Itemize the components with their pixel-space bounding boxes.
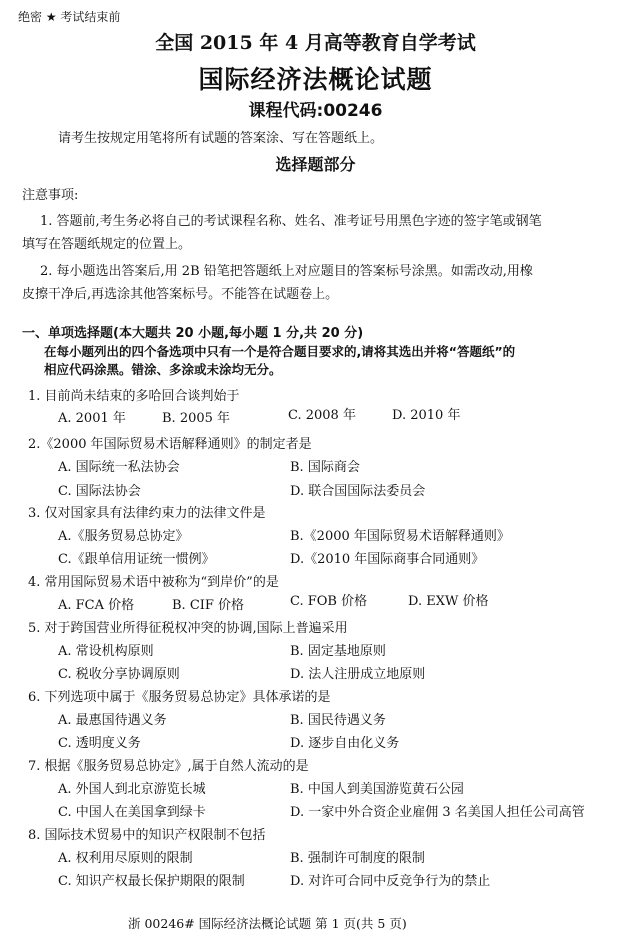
question-1-option-c: C. 2008 年 (288, 408, 356, 423)
question-8-option-b: B. 强制许可制度的限制 (290, 851, 425, 866)
note-2-line-1: 2. 每小题选出答案后,用 2B 铅笔把答题纸上对应题目的答案标号涂黑。如需改动,用橡 (40, 264, 533, 279)
note-1-line-2: 填写在答题纸规定的位置上。 (22, 237, 192, 252)
question-4-stem: 4. 常用国际贸易术语中被称为“到岸价”的是 (28, 575, 279, 590)
exam-title: 全国 2015 年 4 月高等教育自学考试 (155, 32, 476, 54)
question-7-option-a: A. 外国人到北京游览长城 (58, 782, 206, 797)
question-4-option-d: D. EXW 价格 (408, 594, 489, 609)
question-6-option-a: A. 最惠国待遇义务 (58, 713, 167, 728)
section-title: 选择题部分 (275, 155, 356, 174)
question-4-option-b: B. CIF 价格 (172, 598, 245, 613)
part1-desc-line-2: 相应代码涂黑。错涂、多涂或未涂均无分。 (44, 362, 282, 377)
course-code: 课程代码:00246 (248, 101, 383, 121)
question-1-option-a: A. 2001 年 (58, 411, 126, 426)
question-5-stem: 5. 对于跨国营业所得征税权冲突的协调,国际上普遍采用 (28, 621, 348, 636)
question-2-stem: 2.《2000 年国际贸易术语解释通则》的制定者是 (28, 437, 312, 452)
page-footer: 浙 00246# 国际经济法概论试题 第 1 页(共 5 页) (128, 916, 407, 931)
paper-title: 国际经济法概论试题 (198, 65, 433, 94)
question-8-option-d: D. 对许可合同中反竞争行为的禁止 (290, 874, 491, 889)
question-3-option-c: C.《跟单信用证统一惯例》 (58, 552, 215, 567)
question-1-option-b: B. 2005 年 (162, 411, 231, 426)
question-6-option-d: D. 逐步自由化义务 (290, 736, 400, 751)
instruction-text: 请考生按规定用笔将所有试题的答案涂、写在答题纸上。 (58, 131, 384, 146)
question-7-option-c: C. 中国人在美国拿到绿卡 (58, 805, 206, 820)
question-2-option-a: A. 国际统一私法协会 (58, 460, 180, 475)
question-1-stem: 1. 目前尚未结束的多哈回合谈判始于 (28, 389, 240, 404)
question-5-option-c: C. 税收分享协调原则 (58, 667, 180, 682)
question-8-option-c: C. 知识产权最长保护期限的限制 (58, 874, 245, 889)
note-2-line-2: 皮擦干净后,再选涂其他答案标号。不能答在试题卷上。 (22, 287, 339, 302)
question-4-option-a: A. FCA 价格 (58, 598, 135, 613)
question-5-option-a: A. 常设机构原则 (58, 644, 154, 659)
confidential-label: 绝密 ★ 考试结束前 (18, 10, 121, 24)
question-7-option-d: D. 一家中外合资企业雇佣 3 名美国人担任公司高管 (290, 805, 585, 820)
notes-heading: 注意事项: (22, 188, 79, 203)
part1-title: 一、单项选择题(本大题共 20 小题,每小题 1 分,共 20 分) (22, 326, 364, 341)
question-2-option-b: B. 国际商会 (290, 460, 360, 475)
question-6-stem: 6. 下列选项中属于《服务贸易总协定》具体承诺的是 (28, 690, 331, 705)
question-8-stem: 8. 国际技术贸易中的知识产权限制不包括 (28, 828, 266, 843)
question-2-option-d: D. 联合国国际法委员会 (290, 484, 426, 499)
question-4-option-c: C. FOB 价格 (290, 594, 368, 609)
part1-desc-line-1: 在每小题列出的四个备选项中只有一个是符合题目要求的,请将其选出并将“答题纸”的 (44, 344, 516, 359)
question-1-option-d: D. 2010 年 (392, 408, 461, 423)
question-6-option-b: B. 国民待遇义务 (290, 713, 386, 728)
question-5-option-b: B. 固定基地原则 (290, 644, 386, 659)
question-3-stem: 3. 仅对国家具有法律约束力的法律文件是 (28, 506, 266, 521)
question-3-option-a: A.《服务贸易总协定》 (58, 529, 189, 544)
question-3-option-d: D.《2010 年国际商事合同通则》 (290, 552, 485, 567)
question-2-option-c: C. 国际法协会 (58, 484, 141, 499)
question-7-option-b: B. 中国人到美国游览黄石公园 (290, 782, 464, 797)
question-7-stem: 7. 根据《服务贸易总协定》,属于自然人流动的是 (28, 759, 309, 774)
question-5-option-d: D. 法人注册成立地原则 (290, 667, 426, 682)
question-8-option-a: A. 权利用尽原则的限制 (58, 851, 193, 866)
question-6-option-c: C. 透明度义务 (58, 736, 141, 751)
note-1-line-1: 1. 答题前,考生务必将自己的考试课程名称、姓名、准考证号用黑色字迹的签字笔或钢笔 (40, 214, 542, 229)
question-3-option-b: B.《2000 年国际贸易术语解释通则》 (290, 529, 510, 544)
